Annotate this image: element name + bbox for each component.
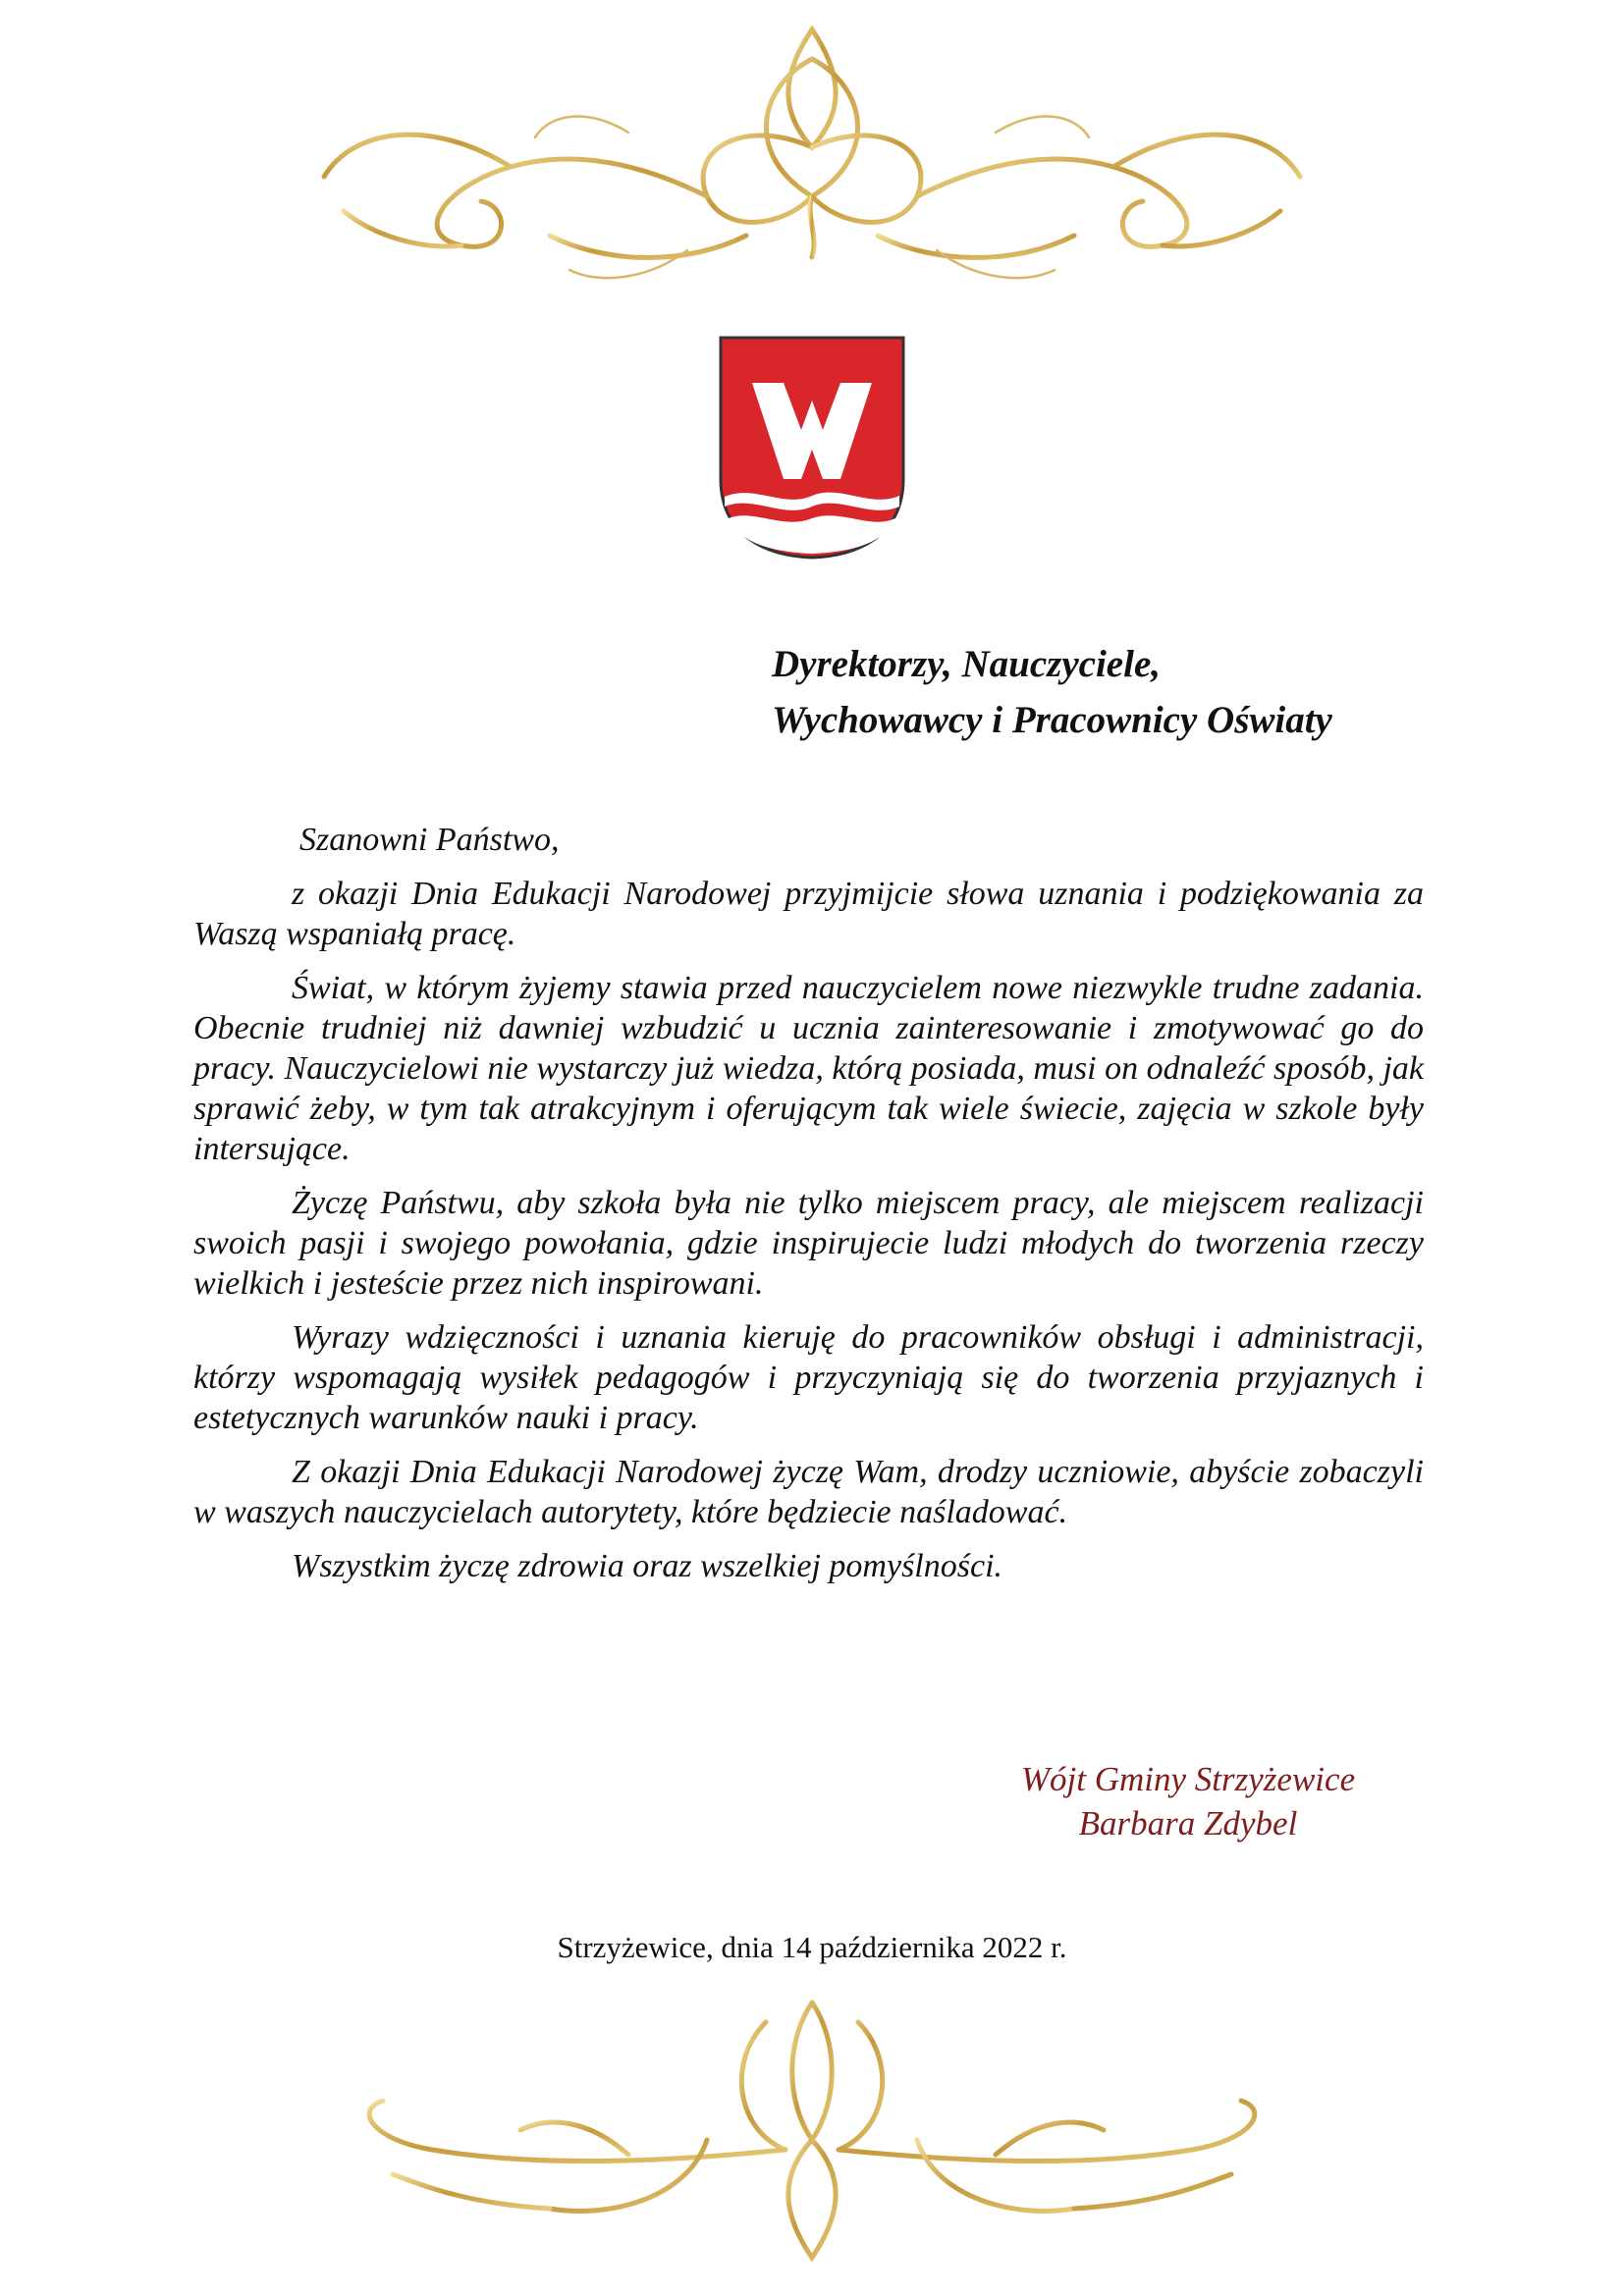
paragraph: z okazji Dnia Edukacji Narodowej przyjmijcie słowa uznania i podziękowania za Waszą wspaniałą pracę. [193,876,1424,952]
signature-title: Wójt Gminy Strzyżewice [1020,1760,1356,1798]
salutation: Szanowni Państwo, [299,822,560,858]
recipient-line-1: Dyrektorzy, Nauczyciele, [772,643,1162,685]
paragraph: Życzę Państwu, aby szkoła była nie tylko miejscem pracy, ale miejscem realizacji swoich pasji i swojego powołania, gdzie inspirujecie ludzi młodych do tworzenia rzeczy wielkich i jesteście przez nich inspirowani. [193,1185,1424,1302]
paragraph: Świat, w którym żyjemy stawia przed nauczycielem nowe niezwykle trudne zadania. Obecnie trudniej niż dawniej wzbudzić u ucznia zainteresowanie i zmotywować go do pracy. Nauczycielowi nie wystarczy już wiedza, którą posiada, musi on odnaleźć sposób, jak sprawić żeby, w tym tak atrakcyjnym i oferującym tak wiele świecie, zajęcia w szkole były intersujące. [193,970,1424,1167]
date-line: Strzyżewice, dnia 14 października 2022 r. [557,1930,1067,1964]
signature-block [962,1757,1414,1845]
recipient-line-2: Wychowawcy i Pracownicy Oświaty [772,699,1332,741]
coat-of-arms [715,332,909,563]
recipient-heading [772,636,1557,748]
paragraph: Wszystkim życzę zdrowia oraz wszelkiej pomyślności. [292,1548,1003,1584]
paragraph: Wyrazy wdzięczności i uznania kieruję do pracowników obsługi i administracji, którzy wspomagają wysiłek pedagogów i przyczyniają się do tworzenia przyjaznych i estetycznych warunków nauki i pracy. [193,1319,1424,1436]
coat-of-arms-icon [715,332,909,563]
letter-body [193,820,1424,1600]
signature-name: Barbara Zdybel [1078,1804,1298,1842]
paragraph: Z okazji Dnia Edukacji Narodowej życzę Wam, drodzy uczniowie, abyście zobaczyli w waszych nauczycielach autorytety, które będziecie naśladować. [193,1454,1424,1530]
